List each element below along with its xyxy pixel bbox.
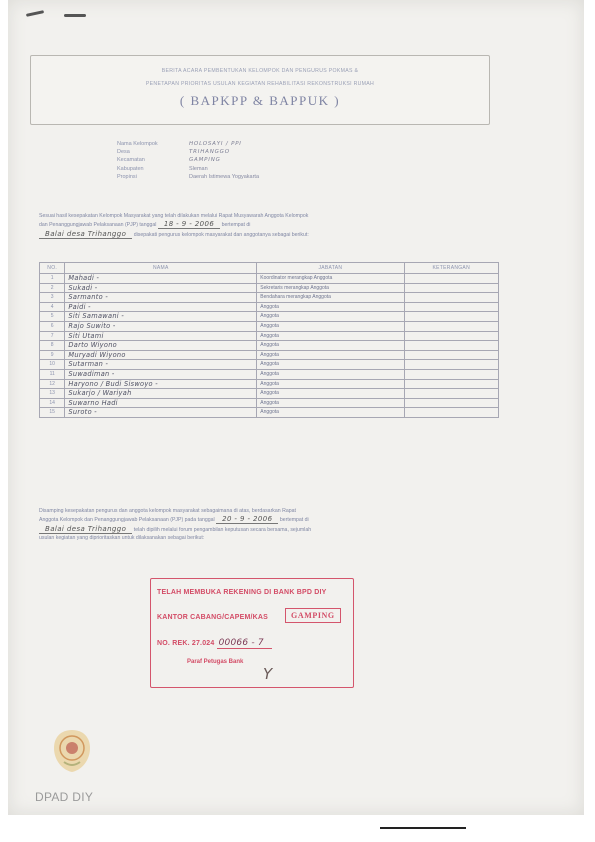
group-info (117, 141, 259, 182)
closing-line-1: Disamping kesepakatan pengurus dan anggota kelompok masyarakat sebagaimana di atas, berdasarkan Rapat (39, 508, 296, 514)
cell-ket (404, 274, 498, 284)
cell-nama: Haryono / Budi Siswoyo - (65, 379, 257, 389)
info-row (117, 149, 259, 157)
cell-jab: Anggota (257, 321, 404, 331)
cell-no: 3 (40, 293, 65, 303)
table-row (40, 341, 499, 351)
members-table (39, 262, 499, 418)
closing-line-4: usulan kegiatan yang diprioritaskan untuk dilaksanakan sebagai berikut: (39, 535, 205, 542)
cell-ket (404, 350, 498, 360)
info-row (117, 174, 259, 182)
cell-nama: Sukarjo / Wariyah (65, 389, 257, 399)
intro-date: 18 - 9 - 2006 (158, 220, 220, 229)
cell-no: 11 (40, 369, 65, 379)
cell-nama: Suroto - (65, 408, 257, 418)
table-row (40, 293, 499, 303)
cell-nama: Suwarno Hadi (65, 398, 257, 408)
cell-ket (404, 293, 498, 303)
intro-place: Balai desa Trihanggo (39, 230, 132, 239)
cell-jab: Koordinator merangkap Anggota (257, 274, 404, 284)
document-title: ( BAPKPP & BAPPUK ) (179, 93, 341, 108)
cell-no: 1 (40, 274, 65, 284)
cell-ket (404, 369, 498, 379)
info-label: Kabupaten (117, 165, 144, 172)
header-line-2: PENETAPAN PRIORITAS USULAN KEGIATAN REHABILITASI REKONSTRUKSI RUMAH (145, 81, 375, 87)
info-label: Nama Kelompok (117, 141, 158, 147)
cell-no: 12 (40, 379, 65, 389)
cell-jab: Anggota (257, 331, 404, 341)
cell-jab: Sekretaris merangkap Anggota (257, 283, 404, 293)
cell-ket (404, 331, 498, 341)
info-value: Sleman (189, 165, 208, 172)
cell-no: 10 (40, 360, 65, 370)
cell-ket (404, 283, 498, 293)
closing-date: 20 - 9 - 2006 (216, 515, 278, 524)
table-header-row (40, 263, 499, 274)
cell-no: 13 (40, 389, 65, 399)
cell-nama: Siti Samawani - (65, 312, 257, 322)
col-no: NO. (40, 263, 65, 274)
cell-ket (404, 312, 498, 322)
table-row (40, 312, 499, 322)
table-row (40, 369, 499, 379)
table-row (40, 321, 499, 331)
cell-no: 9 (40, 350, 65, 360)
closing-place: Balai desa Trihanggo (39, 525, 132, 534)
cell-ket (404, 379, 498, 389)
table-row (40, 350, 499, 360)
table-row (40, 398, 499, 408)
stamp-line-2: KANTOR CABANG/CAPEM/KAS (157, 614, 269, 621)
info-row (117, 141, 259, 149)
col-jabatan: JABATAN (257, 263, 404, 274)
cell-nama: Siti Utami (65, 331, 257, 341)
stamp-branch-badge: GAMPING (285, 608, 341, 623)
cell-no: 7 (40, 331, 65, 341)
bank-stamp (150, 578, 354, 688)
closing-line-2a: Anggota Kelompok dan Penanggungjawab Pelaksanaan (PJP) pada tanggal (39, 517, 215, 524)
col-keterangan: KETERANGAN (404, 263, 498, 274)
col-nama: NAMA (65, 263, 257, 274)
closing-line-3: telah dipilih melalui forum pengambilan keputusan secara bersama, sejumlah (133, 526, 312, 533)
cell-jab: Anggota (257, 398, 404, 408)
cell-ket (404, 360, 498, 370)
cell-nama: Mahadi - (65, 274, 257, 284)
table-row (40, 302, 499, 312)
cell-jab: Anggota (257, 369, 404, 379)
cell-nama: Sukadi - (65, 283, 257, 293)
table-row (40, 283, 499, 293)
page-mark (64, 14, 86, 17)
table-row (40, 389, 499, 399)
intro-line-2a: dan Penanggungjawab Pelaksanaan (PJP) tanggal (39, 222, 157, 229)
cell-ket (404, 321, 498, 331)
info-value: HOLOSAYI / PPI (189, 141, 242, 147)
cell-no: 8 (40, 341, 65, 351)
cell-no: 14 (40, 398, 65, 408)
cell-nama: Darto Wiyono (65, 341, 257, 351)
intro-paragraph (39, 212, 507, 239)
cell-jab: Anggota (257, 302, 404, 312)
closing-line-2b: bertempat di (279, 517, 309, 524)
info-row (117, 157, 259, 165)
cell-ket (404, 398, 498, 408)
cell-no: 5 (40, 312, 65, 322)
cell-nama: Suwadiman - (65, 369, 257, 379)
cell-nama: Muryadi Wiyono (65, 350, 257, 360)
stamp-rek-number: 00066 - 7 (217, 638, 272, 649)
stamp-petugas: Paraf Petugas Bank (187, 659, 244, 665)
cell-nama: Rajo Suwito - (65, 321, 257, 331)
intro-line-2b: bertempat di (221, 222, 251, 229)
cell-ket (404, 389, 498, 399)
cell-no: 15 (40, 408, 65, 418)
cell-jab: Bendahara merangkap Anggota (257, 293, 404, 303)
info-value: GAMPING (189, 157, 221, 164)
cell-nama: Sutarman - (65, 360, 257, 370)
cell-jab: Anggota (257, 312, 404, 322)
cell-no: 2 (40, 283, 65, 293)
info-label: Desa (117, 149, 130, 156)
cell-jab: Anggota (257, 360, 404, 370)
table-row (40, 274, 499, 284)
table-row (40, 408, 499, 418)
info-label: Propinsi (117, 173, 137, 180)
cell-nama: Sarmanto - (65, 293, 257, 303)
cell-ket (404, 341, 498, 351)
table-row (40, 360, 499, 370)
cell-jab: Anggota (257, 389, 404, 399)
table-row (40, 379, 499, 389)
cell-nama: Paidi - (65, 302, 257, 312)
cell-jab: Anggota (257, 341, 404, 351)
bottom-rule (380, 827, 466, 829)
stamp-line-1: TELAH MEMBUKA REKENING DI BANK BPD DIY (157, 589, 327, 596)
cell-jab: Anggota (257, 379, 404, 389)
cell-jab: Anggota (257, 408, 404, 418)
header-line-1: BERITA ACARA PEMBENTUKAN KELOMPOK DAN PENGURUS POKMAS & (161, 68, 359, 74)
cell-ket (404, 302, 498, 312)
cell-ket (404, 408, 498, 418)
watermark-text: DPAD DIY (35, 790, 94, 804)
document-header (30, 55, 490, 125)
stamp-rek-label: NO. REK. 27.024 (157, 640, 215, 647)
dpad-logo-icon (52, 728, 92, 774)
stamp-signature: Y (263, 665, 273, 683)
table-row (40, 331, 499, 341)
cell-jab: Anggota (257, 350, 404, 360)
info-row (117, 166, 259, 174)
info-value: TRIHANGGO (189, 149, 230, 156)
closing-paragraph (39, 507, 509, 543)
info-value: Daerah Istimewa Yogyakarta (189, 173, 260, 180)
intro-line-1: Sesuai hasil kesepakatan Kelompok Masyarakat yang telah dilakukan melalui Rapat Musyawarah Anggota Kelompok (39, 213, 309, 219)
intro-line-3: disepakati pengurus kelompok masyarakat dan anggotanya sebagai berikut: (133, 231, 309, 238)
cell-no: 4 (40, 302, 65, 312)
cell-no: 6 (40, 321, 65, 331)
info-label: Kecamatan (117, 157, 145, 164)
